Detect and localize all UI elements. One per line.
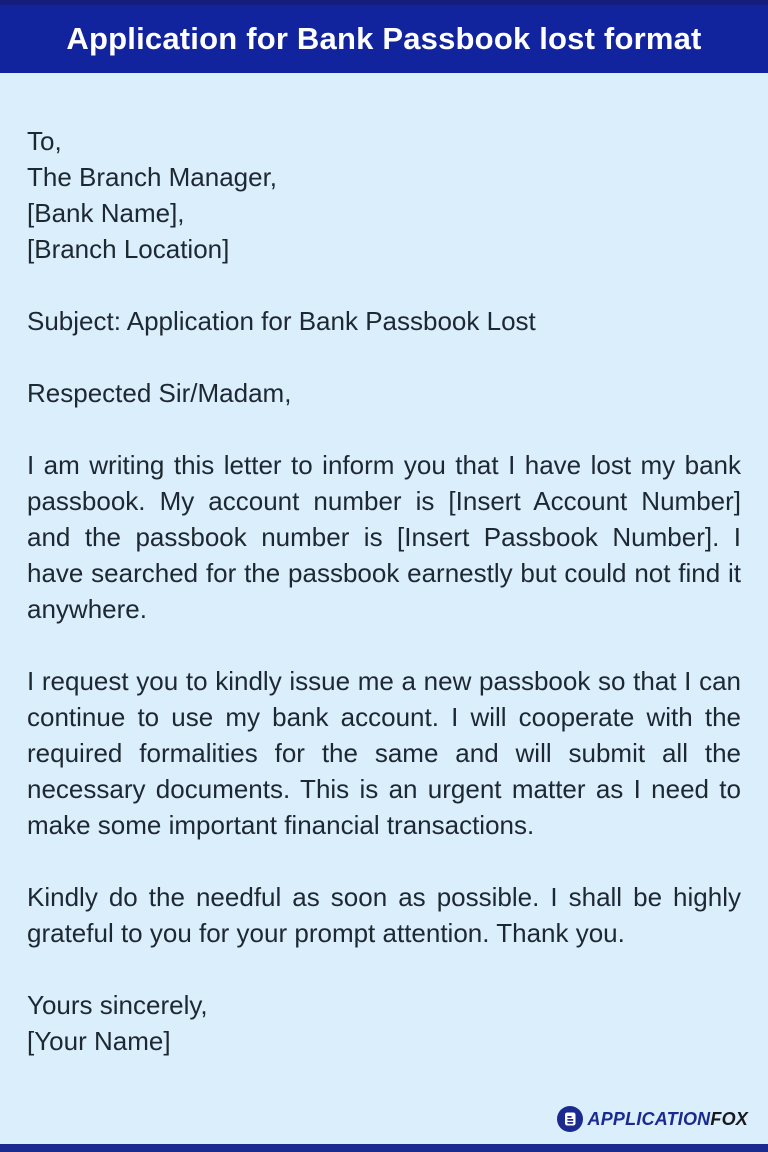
paragraph-text: I request you to kindly issue me a new passbook so that I can continue to use my bank account. I will cooperate with the required formalities for the same and will submit all the necessary documents. This is an urgent matter as I need to make some important financial transactions.	[27, 666, 741, 840]
subject-line	[27, 303, 741, 339]
closing-line: Yours sincerely,	[27, 990, 208, 1020]
brand-name	[588, 1109, 748, 1130]
brand-name-fox: FOX	[710, 1108, 748, 1129]
address-line: To,	[27, 126, 62, 156]
paragraph-1	[27, 447, 741, 627]
subject-text: Subject: Application for Bank Passbook Lost	[27, 306, 536, 336]
address-line: [Branch Location]	[27, 234, 230, 264]
salutation-text: Respected Sir/Madam,	[27, 378, 292, 408]
address-line: [Bank Name],	[27, 198, 185, 228]
title-bar	[0, 0, 768, 73]
salutation	[27, 375, 741, 411]
paragraph-text: I am writing this letter to inform you that I have lost my bank passbook. My account number is [Insert Account Number] and the passbook number is [Insert Passbook Number]. I have searched for the passbook earnestly but could not find it anywhere.	[27, 450, 741, 624]
address-line: The Branch Manager,	[27, 162, 278, 192]
paragraph-3	[27, 879, 741, 951]
paragraph-text: Kindly do the needful as soon as possible. I shall be highly grateful to you for your prompt attention. Thank you.	[27, 882, 741, 948]
bottom-accent-bar	[0, 1144, 768, 1152]
page-title: Application for Bank Passbook lost format	[66, 21, 702, 56]
recipient-address	[27, 123, 741, 267]
paragraph-2	[27, 663, 741, 843]
closing-line: [Your Name]	[27, 1026, 171, 1056]
document-icon	[557, 1106, 583, 1132]
applicationfox-logo	[557, 1106, 748, 1132]
brand-name-application: APPLICATION	[587, 1108, 711, 1129]
letter-body	[0, 73, 768, 1059]
closing	[27, 987, 741, 1059]
